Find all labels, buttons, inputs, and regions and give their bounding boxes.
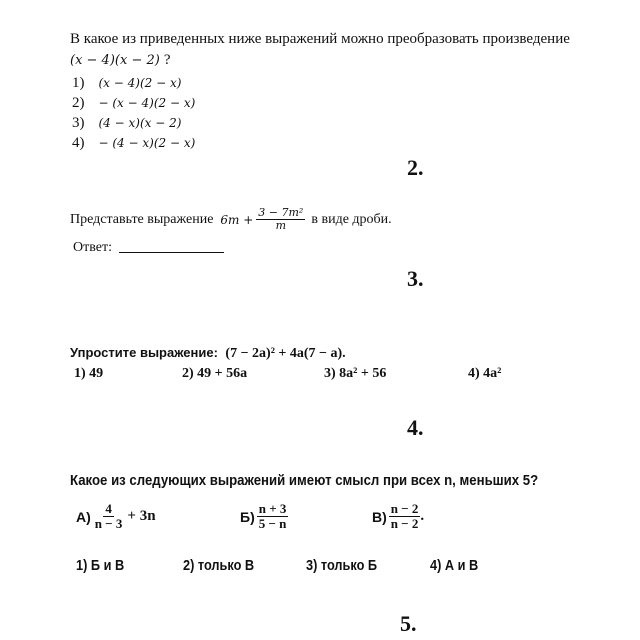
- question-3: [70, 345, 346, 362]
- option-expression: − (x − 4)(2 − x): [98, 96, 196, 110]
- question-2-prefix: Представьте выражение: [70, 211, 214, 227]
- question-4-text: Какое из следующих выражений имеют смысл при всех n, меньших 5?: [70, 472, 539, 489]
- expression-fraction: [93, 502, 125, 532]
- question-4-expression-b: [240, 502, 288, 532]
- option-number: 4): [72, 135, 85, 151]
- question-2-lead: 6m +: [220, 212, 254, 227]
- expression-label: Б): [240, 508, 255, 525]
- fraction-numerator: n + 3: [258, 501, 287, 516]
- answer-line: [73, 240, 224, 256]
- expression-tail: .: [420, 508, 425, 525]
- question-3-option-4: [468, 366, 501, 382]
- answer-label: Ответ:: [73, 240, 112, 255]
- question-1-text: В какое из приведенных ниже выражений можно преобразовать произведение: [70, 31, 570, 47]
- option-expression: − (4 − x)(2 − x): [98, 136, 196, 150]
- section-number-4: 4.: [407, 415, 424, 440]
- answer-blank: [119, 251, 224, 253]
- section-number-5: 5.: [400, 611, 417, 636]
- question-3-expression: (7 − 2a)² + 4a(7 − a).: [225, 346, 346, 361]
- option-expression: 8a² + 56: [339, 366, 387, 381]
- fraction-denominator: n − 2: [390, 516, 419, 532]
- question-1-option-3: [72, 114, 181, 132]
- fraction-denominator: m: [275, 219, 287, 233]
- option-expression: (4 − x)(x − 2): [98, 116, 182, 130]
- question-4-option-1: 1) Б и В: [76, 557, 125, 574]
- question-1-product: (x − 4)(x − 2): [70, 53, 160, 68]
- question-4-option-2: 2) только В: [183, 557, 255, 574]
- option-number: 1): [74, 366, 86, 381]
- question-2-fraction: [256, 207, 305, 232]
- question-3-option-2: [182, 366, 247, 382]
- fraction-denominator: 5 − n: [258, 516, 287, 532]
- fraction-numerator: n − 2: [390, 501, 419, 516]
- fraction-denominator: n − 3: [94, 516, 123, 532]
- question-3-option-1: [74, 366, 103, 382]
- question-4-option-3: 3) только Б: [306, 557, 378, 574]
- section-number-3: 3.: [407, 266, 424, 291]
- question-1-qmark: ?: [163, 52, 171, 68]
- question-4-option-4: 4) А и В: [430, 557, 479, 574]
- question-1-option-2: [72, 94, 195, 112]
- fraction-numerator: 3 − 7m²: [258, 206, 304, 219]
- fraction-numerator: 4: [105, 501, 112, 516]
- question-1-option-1: [72, 74, 181, 92]
- option-expression: 4a²: [483, 366, 502, 381]
- option-number: 2): [72, 95, 85, 111]
- option-expression: 49 + 56a: [197, 366, 248, 381]
- option-number: 1): [72, 75, 85, 91]
- expression-tail: + 3n: [127, 508, 156, 525]
- question-4-expression-c: [372, 502, 424, 532]
- question-3-option-3: [324, 366, 386, 382]
- option-number: 3): [324, 366, 336, 381]
- expression-label: В): [372, 508, 387, 525]
- question-1-expression: [70, 51, 170, 69]
- expression-fraction: [257, 502, 289, 532]
- option-number: 4): [468, 366, 480, 381]
- option-number: 2): [182, 366, 194, 381]
- question-2-suffix: в виде дроби.: [311, 211, 392, 227]
- option-expression: 49: [89, 366, 104, 381]
- question-4-expression-a: [76, 502, 156, 532]
- option-expression: (x − 4)(2 − x): [98, 76, 182, 90]
- question-3-label: Упростите выражение:: [70, 345, 218, 360]
- option-number: 3): [72, 115, 85, 131]
- expression-label: А): [76, 508, 91, 525]
- question-2: [70, 207, 392, 232]
- section-number-2: 2.: [407, 155, 424, 180]
- expression-fraction: [389, 502, 421, 532]
- question-1-option-4: [72, 134, 195, 152]
